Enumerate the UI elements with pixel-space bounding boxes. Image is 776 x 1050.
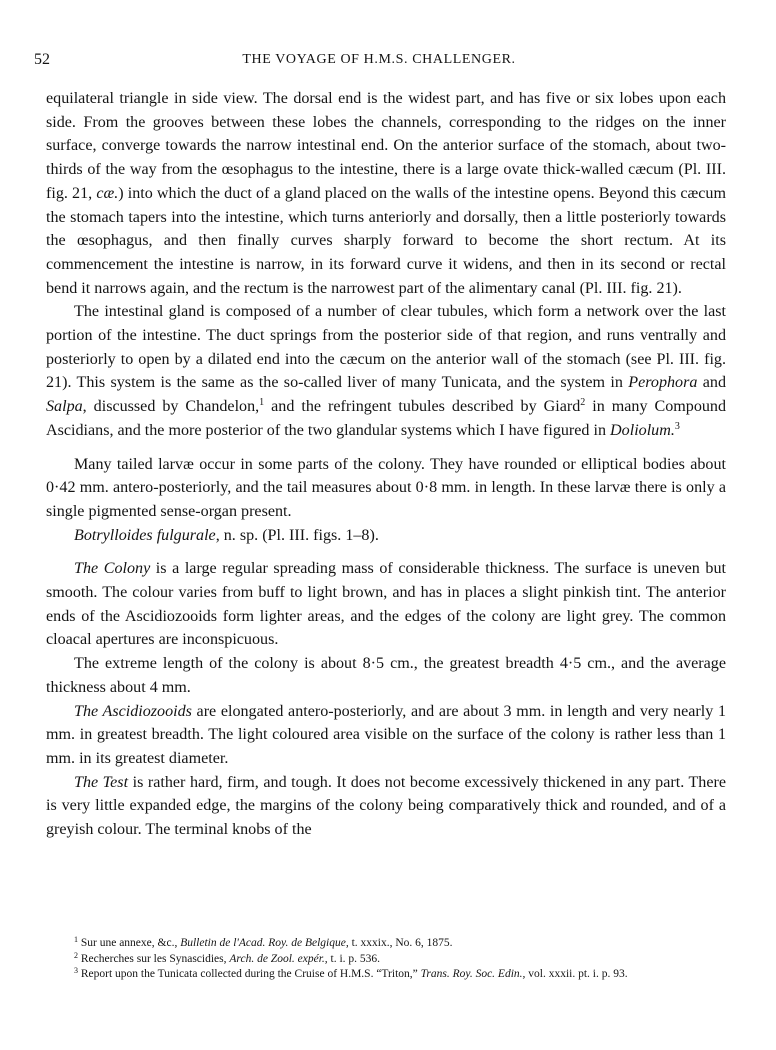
footnote-2-text: Recherches sur les Synascidies, (78, 952, 230, 965)
running-title: THE VOYAGE OF H.M.S. CHALLENGER. (242, 52, 516, 67)
paragraph-ascidiozooids-text: are elongated antero-posteriorly, and are about 3 mm. in length and very nearly 1 mm. in greatest breadth. The light coloured area visible on the surface of the colony is rather less than 1 mm. in its greatest diameter. (46, 702, 726, 767)
footnote-1-mark: 1 (74, 935, 78, 944)
paragraph-stomach-end: ) into which the duct of a gland placed on the walls of the intestine opens. Beyond this cæcum the stomach tapers into the intestine, which turns anteriorly and dorsally, then a little posteriorly towards the œsophagus, and then finally curves sharply forward to become the short rectum. At its commencement the intestine is narrow, in its forward curve it widens, and then in its second or rectal bend it narrows again, and the rectum is the narrowest part of the alimentary canal (Pl. III. fig. 21). (46, 184, 726, 297)
footnote-2 (46, 952, 726, 968)
genus-perophora: Perophora (628, 374, 698, 392)
body-text (46, 87, 726, 842)
paragraph-test-text: is rather hard, firm, and tough. It does not become excessively thickened in any part. There is very little expanded edge, the margins of the colony being comparatively thick and rounded, and of a greyish colour. The terminal knobs of the (46, 773, 726, 839)
page-number: 52 (34, 51, 50, 68)
paragraph-gland-text-a: The intestinal gland is composed of a number of clear tubules, which form a network over the last portion of the intestine. The duct springs from the posterior side of that region, and runs ventrally and posteriorly to open by a dilated end into the cæcum on the anterior wall of the stomach (see Pl. III. fig. 21). This system is the same as the so-called liver of many Tunicata, and the system in (46, 303, 726, 392)
footnote-2-journal: Arch. de Zool. expér., (229, 952, 328, 965)
paragraph-colony-text: is a large regular spreading mass of considerable thickness. The surface is uneven but smooth. The colour varies from buff to light brown, and has in places a slight pinkish tint. The anterior ends of the Ascidiozooids form lighter areas, and the edges of the colony are light grey. The common cloacal apertures are inconspicuous. (46, 560, 726, 649)
page-header (34, 50, 724, 70)
paragraph-intestinal-gland (46, 300, 726, 442)
paragraph-gland-text-b: , discussed by Chandelon, (82, 398, 260, 416)
footnote-1-citation: t. xxxix., No. 6, 1875. (348, 937, 453, 949)
paragraph-measurements: The extreme length of the colony is about 8·5 cm., the greatest breadth 4·5 cm., and the average thickness about 4 mm. (46, 655, 726, 696)
footnote-3-citation: vol. xxxii. pt. i. p. 93. (525, 968, 628, 980)
footnote-3 (46, 967, 726, 983)
paragraph-larvae: Many tailed larvæ occur in some parts of the colony. They have rounded or elliptical bodies about 0·42 mm. antero-posteriorly, and the tail measures about 0·8 mm. in length. In these larvæ there is only a single pigmented sense-organ present. (46, 455, 726, 520)
species-name: Botrylloides fulgurale (74, 526, 216, 544)
conjunction-and: and (697, 374, 726, 392)
footnote-1 (46, 936, 726, 952)
paragraph-ascidiozooids (46, 700, 726, 771)
paragraph-gland-text-d: in many Compound Ascidians, and the more posterior of the two glandular systems which I have figured in (46, 398, 727, 439)
footnote-2-mark: 2 (74, 950, 78, 960)
paragraph-test (46, 771, 726, 842)
footnote-3-mark: 3 (74, 966, 78, 975)
ascidiozooids-heading: The Ascidiozooids (74, 702, 192, 720)
species-heading (46, 524, 726, 548)
paragraph-stomach (46, 87, 726, 300)
footnote-ref-1: 1 (259, 397, 265, 409)
footnote-3-text: Report upon the Tunicata collected during the Cruise of H.M.S. “Triton,” (78, 968, 421, 980)
paragraph-colony (46, 557, 726, 652)
colony-heading: The Colony (74, 560, 151, 578)
footnote-1-journal: Bulletin de l'Acad. Roy. de Belgique, (180, 937, 349, 949)
footnote-ref-2: 2 (580, 397, 586, 409)
genus-salpa: Salpa (46, 398, 83, 416)
paragraph-stomach-text: equilateral triangle in side view. The dorsal end is the widest part, and has five or six lobes upon each side. From the grooves between these lobes the channels, corresponding to the ridges on the inner surface, converge towards the narrow intestinal end. On the anterior surface of the stomach, about two-thirds of the way from the œsophagus to the intestine, there is a large ovate thick-walled cæcum (Pl. III. fig. 21, (46, 90, 726, 202)
species-plate-reference: , n. sp. (Pl. III. figs. 1–8). (215, 526, 379, 544)
footnote-ref-3: 3 (674, 420, 680, 432)
footnotes (46, 936, 726, 983)
footnote-2-citation: t. i. p. 536. (327, 952, 381, 965)
footnote-1-text: Sur une annexe, &c., (78, 937, 181, 949)
test-heading: The Test (74, 773, 129, 791)
footnote-3-journal: Trans. Roy. Soc. Edin., (420, 968, 526, 980)
genus-doliolum: Doliolum. (610, 421, 675, 439)
paragraph-gland-text-c: and the refringent tubules described by Giard (264, 398, 581, 416)
caecum-abbreviation: cæ. (96, 184, 119, 202)
